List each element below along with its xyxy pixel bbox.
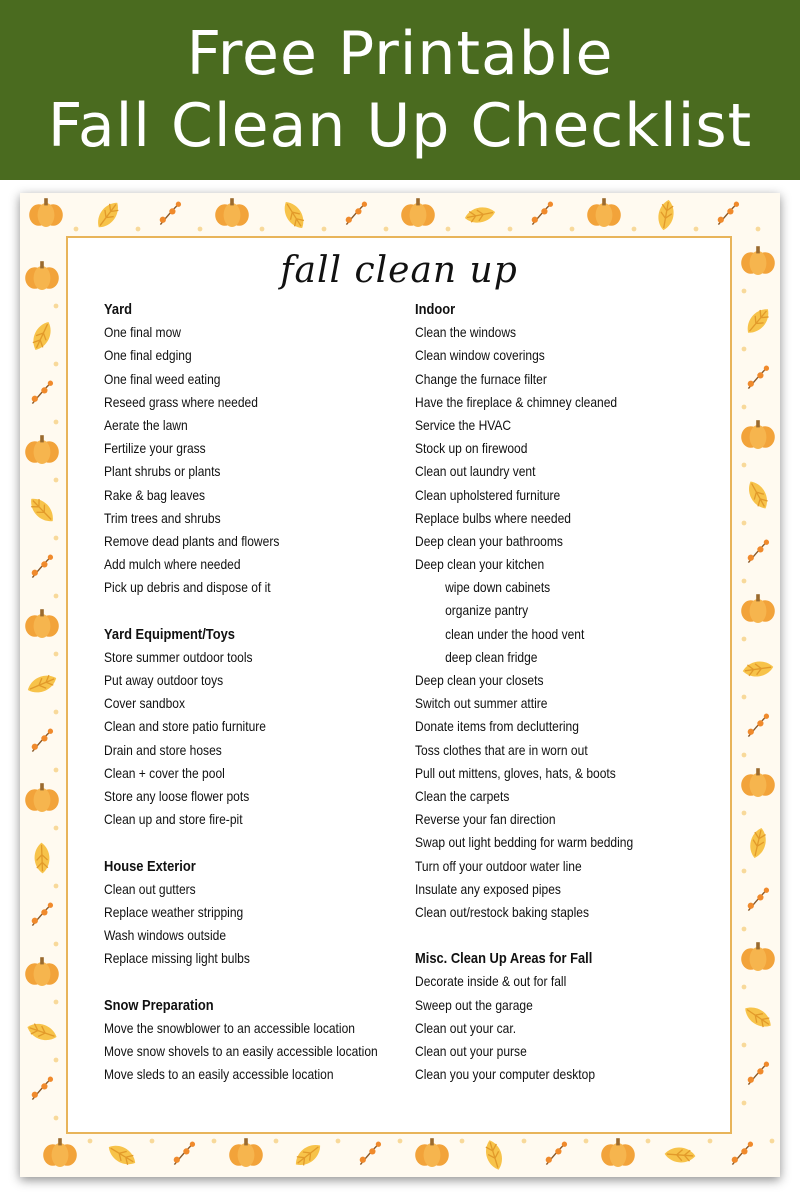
dot-decoration: [508, 227, 513, 232]
checklist-item: Fertilize your grass: [104, 440, 206, 457]
checklist-item: Clean out/restock baking staples: [415, 903, 590, 920]
checklist-item: Swap out light bedding for warm bedding: [415, 834, 634, 851]
dot-decoration: [54, 1116, 59, 1121]
checklist-item: Pull out mittens, gloves, hats, & boots: [415, 764, 616, 781]
checklist-item: Rake & bag leaves: [104, 486, 206, 503]
checklist-item: Service the HVAC: [415, 416, 512, 433]
checklist-item: Aerate the lawn: [104, 416, 188, 433]
pumpkin-icon: [215, 198, 249, 227]
dot-decoration: [742, 1043, 747, 1048]
checklist-item: Move sleds to an easily accessible location: [104, 1066, 334, 1083]
pumpkin-icon: [741, 246, 775, 275]
dot-decoration: [322, 227, 327, 232]
checklist-item: Insulate any exposed pipes: [415, 880, 561, 897]
checklist-item: Remove dead plants and flowers: [104, 532, 280, 549]
section-house-exterior: [104, 855, 404, 971]
berry-branch-icon: [32, 555, 53, 578]
checklist-item: Wash windows outside: [104, 927, 227, 944]
dot-decoration: [54, 1000, 59, 1005]
checklist-item: Clean window coverings: [415, 347, 545, 364]
leaf-icon: [26, 494, 58, 526]
pumpkin-icon: [29, 198, 63, 227]
dot-decoration: [150, 1139, 155, 1144]
checklist-item: Clean and store patio furniture: [104, 718, 266, 735]
leaf-icon: [482, 1138, 505, 1172]
checklist-item: Decorate inside & out for fall: [415, 973, 567, 990]
dot-decoration: [398, 1139, 403, 1144]
dot-decoration: [54, 420, 59, 425]
checklist-subitem: wipe down cabinets: [445, 579, 551, 596]
leaf-icon: [280, 198, 309, 232]
leaf-icon: [742, 660, 775, 679]
section-snow-preparation: [104, 994, 404, 1087]
section-yard-equipment: [104, 623, 404, 832]
checklist-subitem: deep clean fridge: [445, 648, 538, 665]
section-heading: Yard Equipment/Toys: [104, 625, 235, 643]
dot-decoration: [54, 1058, 59, 1063]
berry-branch-icon: [748, 888, 769, 911]
berry-branch-icon: [160, 202, 181, 225]
berry-branch-icon: [32, 381, 53, 404]
leaf-icon: [747, 826, 768, 859]
dot-decoration: [708, 1139, 713, 1144]
berry-branch-icon: [174, 1142, 195, 1165]
leaf-icon: [463, 205, 496, 225]
berry-branch-icon: [532, 202, 553, 225]
checklist-item: Move the snowblower to an accessible location: [104, 1019, 355, 1036]
checklist-item: Replace missing light bulbs: [104, 950, 250, 967]
checklist-item: One final weed eating: [104, 370, 221, 387]
berry-branch-icon: [748, 366, 769, 389]
leaf-icon: [664, 1147, 696, 1164]
checklist-item: Stock up on firewood: [415, 440, 528, 457]
dot-decoration: [570, 227, 575, 232]
section-yard: [104, 298, 404, 599]
dot-decoration: [384, 227, 389, 232]
checklist-item: Deep clean your bathrooms: [415, 532, 563, 549]
leaf-icon: [105, 1141, 139, 1170]
dot-decoration: [742, 347, 747, 352]
checklist-item: Reseed grass where needed: [104, 393, 258, 410]
checklist-item: Clean the carpets: [415, 787, 510, 804]
dot-decoration: [632, 227, 637, 232]
checklist-item: Replace weather stripping: [104, 903, 244, 920]
leaf-icon: [744, 478, 772, 512]
checklist-item: Store any loose flower pots: [104, 787, 250, 804]
dot-decoration: [770, 1139, 775, 1144]
pumpkin-icon: [25, 261, 59, 290]
dot-decoration: [88, 1139, 93, 1144]
dot-decoration: [54, 826, 59, 831]
pumpkin-icon: [741, 594, 775, 623]
checklist-item: Trim trees and shrubs: [104, 509, 221, 526]
section-heading: Indoor: [415, 301, 456, 318]
printable-page: [20, 193, 780, 1177]
dot-decoration: [336, 1139, 341, 1144]
checklist-panel: [66, 236, 732, 1134]
checklist-item: Replace bulbs where needed: [415, 509, 571, 526]
berry-branch-icon: [748, 714, 769, 737]
leaf-icon: [25, 1020, 59, 1044]
dot-decoration: [260, 227, 265, 232]
pumpkin-icon: [741, 420, 775, 449]
section-heading: Misc. Clean Up Areas for Fall: [415, 950, 593, 968]
pumpkin-icon: [43, 1138, 77, 1167]
checklist-item: Clean the windows: [415, 324, 517, 341]
checklist-item: One final edging: [104, 347, 192, 364]
checklist-item: Plant shrubs or plants: [104, 463, 221, 480]
berry-branch-icon: [748, 540, 769, 563]
checklist-item: Donate items from decluttering: [415, 718, 579, 735]
dot-decoration: [522, 1139, 527, 1144]
pumpkin-icon: [25, 435, 59, 464]
dot-decoration: [54, 304, 59, 309]
berry-branch-icon: [32, 729, 53, 752]
section-indoor: [415, 298, 715, 924]
checklist-item: Reverse your fan direction: [415, 811, 556, 828]
dot-decoration: [742, 521, 747, 526]
dot-decoration: [646, 1139, 651, 1144]
checklist-subitem: organize pantry: [445, 602, 529, 619]
checklist-item: Pick up debris and dispose of it: [104, 579, 271, 596]
pumpkin-icon: [415, 1138, 449, 1167]
checklist-item: Have the fireplace & chimney cleaned: [415, 393, 618, 410]
dot-decoration: [274, 1139, 279, 1144]
dot-decoration: [584, 1139, 589, 1144]
banner-title-line-2: Fall Clean Up Checklist: [47, 91, 753, 161]
dot-decoration: [198, 227, 203, 232]
checklist-item: Store summer outdoor tools: [104, 648, 253, 665]
dot-decoration: [742, 927, 747, 932]
leaf-icon: [742, 304, 773, 337]
dot-decoration: [742, 869, 747, 874]
checklist-item: One final mow: [104, 324, 181, 341]
checklist-item: Clean you your computer desktop: [415, 1066, 596, 1083]
dot-decoration: [756, 227, 761, 232]
berry-branch-icon: [718, 202, 739, 225]
pumpkin-icon: [741, 942, 775, 971]
checklist-item: Clean out laundry vent: [415, 463, 536, 480]
dot-decoration: [212, 1139, 217, 1144]
checklist-item: Sweep out the garage: [415, 996, 533, 1013]
dot-decoration: [54, 362, 59, 367]
checklist-item: Deep clean your kitchen: [415, 556, 545, 573]
pumpkin-icon: [741, 768, 775, 797]
section-misc: [415, 947, 715, 1086]
berry-branch-icon: [732, 1142, 753, 1165]
dot-decoration: [136, 227, 141, 232]
document-title: fall clean up: [280, 250, 518, 291]
pumpkin-icon: [587, 198, 621, 227]
pumpkin-icon: [25, 957, 59, 986]
dot-decoration: [54, 942, 59, 947]
dot-decoration: [694, 227, 699, 232]
leaf-icon: [25, 671, 59, 697]
right-column: [415, 298, 715, 1086]
checklist-item: Toss clothes that are in worn out: [415, 741, 588, 758]
leaf-icon: [34, 842, 50, 873]
title-banner: [0, 0, 800, 180]
dot-decoration: [54, 768, 59, 773]
dot-decoration: [54, 710, 59, 715]
dot-decoration: [742, 753, 747, 758]
checklist-item: Switch out summer attire: [415, 695, 548, 712]
pumpkin-icon: [401, 198, 435, 227]
dot-decoration: [74, 227, 79, 232]
dot-decoration: [742, 405, 747, 410]
checklist-item: Deep clean your closets: [415, 672, 544, 688]
checklist-subitem: clean under the hood vent: [445, 625, 585, 642]
checklist-item: Clean up and store fire-pit: [104, 811, 243, 828]
checklist-item: Drain and store hoses: [104, 741, 222, 758]
checklist-item: Clean upholstered furniture: [415, 486, 561, 503]
pumpkin-icon: [229, 1138, 263, 1167]
checklist-item: Clean out your purse: [415, 1043, 527, 1059]
dot-decoration: [54, 594, 59, 599]
checklist-item: Add mulch where needed: [104, 556, 241, 573]
berry-branch-icon: [346, 202, 367, 225]
dot-decoration: [742, 1101, 747, 1106]
dot-decoration: [446, 227, 451, 232]
banner-title-line-1: Free Printable: [186, 19, 614, 89]
checklist-item: Cover sandbox: [104, 695, 185, 712]
checklist-item: Clean out gutters: [104, 880, 196, 897]
section-heading: Yard: [104, 301, 132, 318]
left-column: [104, 298, 404, 1086]
dot-decoration: [742, 695, 747, 700]
dot-decoration: [742, 637, 747, 642]
dot-decoration: [742, 579, 747, 584]
checklist-item: Clean out your car.: [415, 1019, 517, 1036]
checklist-item: Move snow shovels to an easily accessible location: [104, 1043, 378, 1059]
berry-branch-icon: [748, 1062, 769, 1085]
berry-branch-icon: [32, 1077, 53, 1100]
dot-decoration: [742, 811, 747, 816]
dot-decoration: [742, 463, 747, 468]
checklist-item: Put away outdoor toys: [104, 672, 224, 688]
pumpkin-icon: [25, 609, 59, 638]
dot-decoration: [54, 536, 59, 541]
berry-branch-icon: [32, 903, 53, 926]
section-heading: House Exterior: [104, 857, 196, 875]
berry-branch-icon: [360, 1142, 381, 1165]
dot-decoration: [742, 289, 747, 294]
dot-decoration: [54, 652, 59, 657]
dot-decoration: [54, 884, 59, 889]
dot-decoration: [54, 478, 59, 483]
leaf-icon: [741, 1002, 775, 1032]
checklist-item: Clean + cover the pool: [104, 764, 225, 781]
leaf-icon: [291, 1140, 324, 1171]
pumpkin-icon: [601, 1138, 635, 1167]
pumpkin-icon: [25, 783, 59, 812]
dot-decoration: [742, 985, 747, 990]
checklist-item: Turn off your outdoor water line: [415, 857, 582, 874]
checklist-item: Change the furnace filter: [415, 370, 547, 387]
dot-decoration: [460, 1139, 465, 1144]
leaf-icon: [656, 199, 676, 232]
berry-branch-icon: [546, 1142, 567, 1165]
leaf-icon: [93, 198, 123, 232]
section-heading: Snow Preparation: [104, 996, 214, 1014]
leaf-icon: [29, 319, 55, 353]
